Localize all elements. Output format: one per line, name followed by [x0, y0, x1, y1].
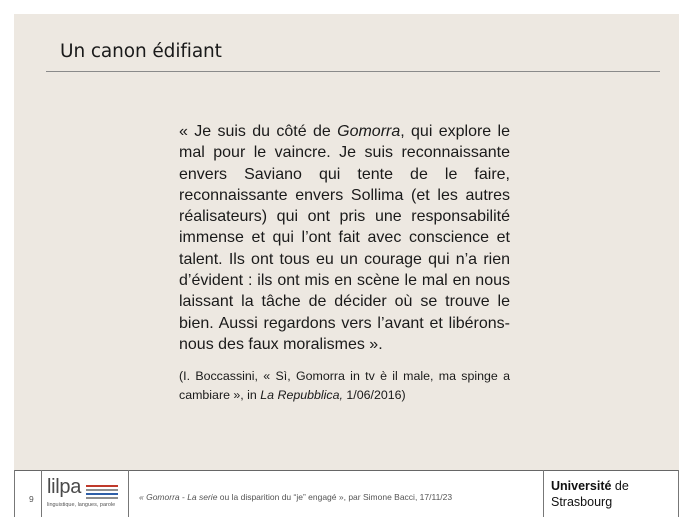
lilpa-logo [47, 476, 119, 512]
logo-stripe [86, 493, 118, 495]
logo-stripe [86, 497, 118, 499]
footer-divider-left [14, 470, 15, 517]
university-de: de [611, 479, 629, 493]
footer-caption [139, 492, 452, 502]
caption-italic-1: « Gomorra [139, 492, 180, 502]
footer-divider-logo [128, 470, 129, 517]
quote-source [179, 367, 510, 405]
university-word: Université [551, 479, 612, 493]
logo-word: lilpa [47, 476, 82, 498]
university-logo [551, 478, 629, 510]
title-divider [46, 71, 660, 72]
logo-stripes-icon [86, 485, 118, 501]
caption-separator: - [179, 492, 188, 502]
logo-stripe [86, 489, 118, 491]
source-newspaper: La Repubblica, [260, 388, 343, 403]
source-part-2: 1/06/2016) [342, 388, 406, 403]
university-city: Strasbourg [551, 495, 613, 509]
quote-text [179, 121, 510, 355]
slide-footer [0, 470, 689, 517]
quote-italic-title: Gomorra [337, 123, 401, 140]
page-number: 9 [29, 494, 34, 504]
slide [14, 14, 679, 470]
quote-part-2: , qui explore le mal pour le vaincre. Je suis reconnaissante envers Saviano qui tente de le faire, reconnaissante envers Sollima (et les autres réalisateurs) qui ont pris une responsabilité immense et qui l’ont fait avec conscience et talent. Ils ont tous eu un courage qui n’a rien d’évident : ils ont mis en scène le mal en nous laissant la tâche de décider où se trouve le bien. Aussi regardons vers l’avant et libérons-nous des faux moralismes ». [179, 123, 510, 353]
caption-rest: ou la disparition du “je” engagé », par Simone Bacci, 17/11/23 [217, 492, 453, 502]
footer-divider [14, 470, 679, 471]
footer-divider-page [41, 470, 42, 517]
quote-part-1: « Je suis du côté de [179, 123, 338, 140]
logo-tagline: linguistique, langues, parole [47, 502, 116, 508]
caption-italic-2: La serie [187, 492, 218, 502]
footer-divider-university [543, 470, 544, 517]
footer-divider-right [678, 470, 679, 517]
slide-title: Un canon édifiant [60, 41, 222, 62]
logo-stripe [86, 485, 118, 487]
source-part-1: (I. Boccassini, « Sì, Gomorra in tv è il male, ma spinge a cambiare », in [179, 369, 510, 403]
